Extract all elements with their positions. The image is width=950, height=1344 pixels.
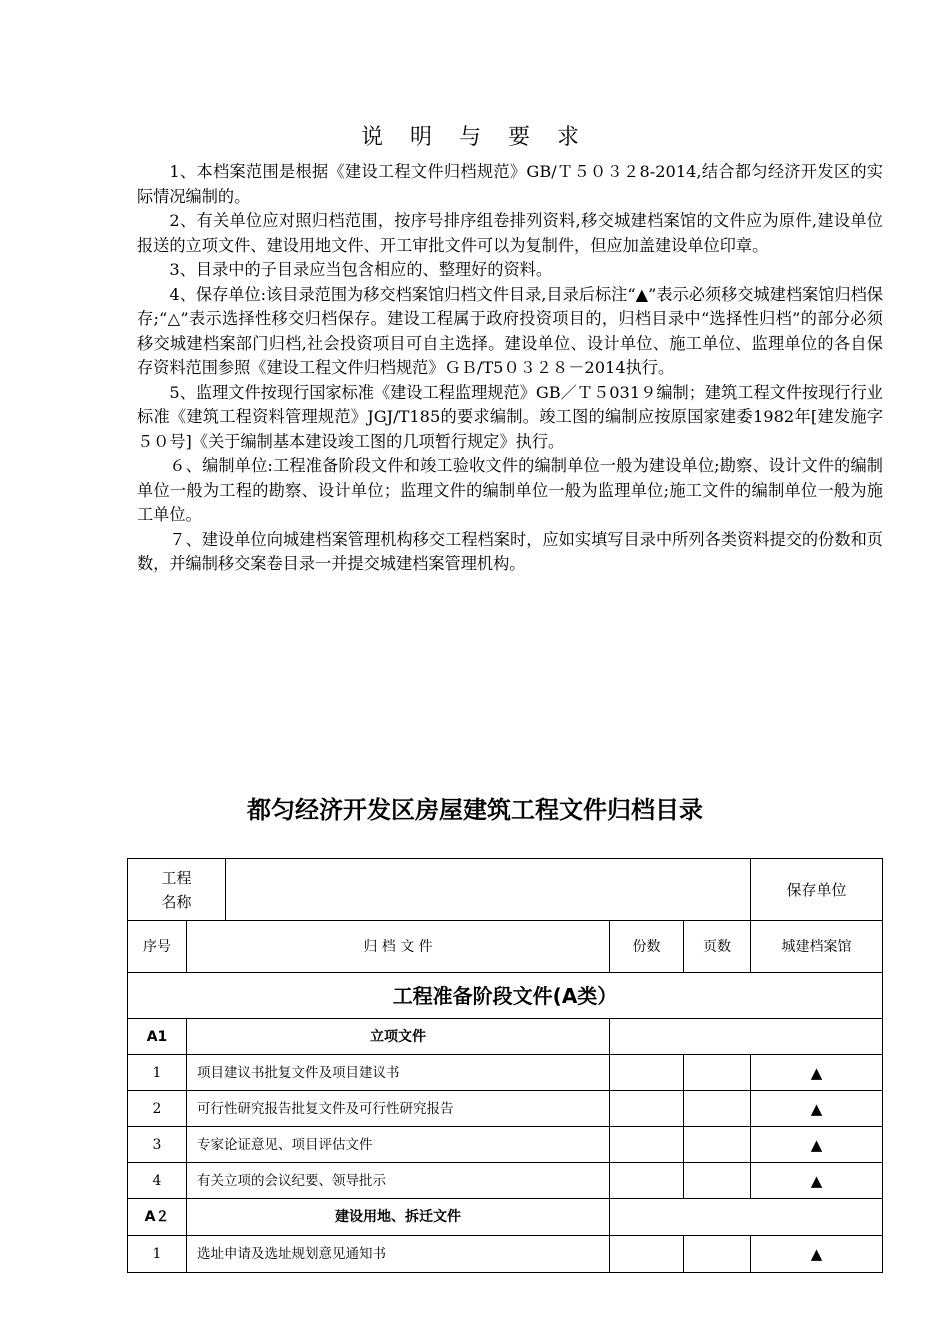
section-name: 立项文件 — [186, 1019, 609, 1054]
row-copies — [609, 1055, 683, 1090]
project-name-row — [127, 858, 883, 921]
required-mark: ▲ — [750, 1163, 882, 1198]
section-code: A1 — [146, 1028, 168, 1045]
row-no: 2 — [152, 1100, 162, 1117]
instructions-heading: 说 明 与 要 求 — [361, 125, 589, 150]
instructions-body — [137, 160, 883, 577]
row-copies — [609, 1091, 683, 1126]
col-no-header: 序号 — [143, 938, 171, 955]
required-mark: ▲ — [750, 1091, 882, 1126]
required-mark: ▲ — [750, 1127, 882, 1162]
col-archive-header: 城建档案馆 — [750, 921, 882, 972]
row-copies — [609, 1163, 683, 1198]
note-2: 2、有关单位应对照归档范围，按序号排序组卷排列资料,移交城建档案馆的文件应为原件,建设单位报送的立项文件、建设用地文件、开工审批文件可以为复制件，但应加盖建设单位印章。 — [137, 211, 883, 255]
note-1: 1、本档案范围是根据《建设工程文件归档规范》GB/Ｔ５０３２8-2014,结合都匀经济开发区的实际情况编制的。 — [137, 162, 883, 206]
section-code: A２ — [144, 1209, 170, 1225]
row-file: 项目建议书批复文件及项目建议书 — [186, 1055, 609, 1090]
row-pages — [683, 1127, 750, 1162]
note-6: ６、编制单位:工程准备阶段文件和竣工验收文件的编制单位一般为建设单位;勘察、设计文件的编制单位一般为工程的勘察、设计单位；监理文件的编制单位一般为监理单位;施工文件的编制单位一般为施工单位。 — [137, 456, 883, 524]
section-blank — [609, 1199, 882, 1235]
row-pages — [683, 1091, 750, 1126]
section-blank — [609, 1019, 882, 1054]
note-7: ７、建设单位向城建档案管理机构移交工程档案时，应如实填写目录中所列各类资料提交的份数和页数，并编制移交案卷目录一并提交城建档案管理机构。 — [137, 529, 883, 573]
table-row — [127, 1126, 883, 1163]
row-file: 可行性研究报告批复文件及可行性研究报告 — [186, 1091, 609, 1126]
catalog-title: 都匀经济开发区房屋建筑工程文件归档目录 — [247, 796, 703, 824]
required-mark: ▲ — [750, 1055, 882, 1090]
section-name: 建设用地、拆迁文件 — [186, 1199, 609, 1235]
col-file-header: 归 档 文 件 — [186, 921, 609, 972]
table-row — [127, 1235, 883, 1273]
project-name-value — [225, 859, 750, 920]
col-pages-header: 页数 — [683, 921, 750, 972]
row-pages — [683, 1236, 750, 1272]
row-pages — [683, 1163, 750, 1198]
project-name-label: 工程 名称 — [161, 868, 192, 911]
required-mark: ▲ — [750, 1236, 882, 1272]
row-no: 1 — [152, 1246, 162, 1262]
stage-row — [127, 972, 883, 1019]
row-no: 4 — [152, 1172, 162, 1189]
section-row — [127, 1018, 883, 1055]
row-file: 有关立项的会议纪要、领导批示 — [186, 1163, 609, 1198]
row-file: 选址申请及选址规划意见通知书 — [186, 1236, 609, 1272]
table-row — [127, 1054, 883, 1091]
row-no: 1 — [152, 1064, 162, 1081]
table-header-row — [127, 920, 883, 973]
section-row — [127, 1198, 883, 1236]
table-row — [127, 1090, 883, 1127]
col-copies-header: 份数 — [609, 921, 683, 972]
row-no: 3 — [152, 1136, 162, 1153]
stage-title: 工程准备阶段文件(A类） — [392, 983, 618, 1008]
note-4: 4、保存单位:该目录范围为移交档案馆归档文件目录,目录后标注“▲”表示必须移交城建档案馆归档保存;“△”表示选择性移交归档保存。建设工程属于政府投资项目的，归档目录中“选择性归档”的部分必须移交城建档案部门归档,社会投资项目可自主选择。建设单位、设计单位、施工单位、监理单位的各自保存资料范围参照《建设工程文件归档规范》ＧＢ/T5０３２８－2014执行。 — [137, 284, 883, 377]
row-copies — [609, 1127, 683, 1162]
row-pages — [683, 1055, 750, 1090]
note-3: 3、目录中的子目录应当包含相应的、整理好的资料。 — [169, 260, 553, 279]
keeper-label: 保存单位 — [750, 859, 882, 920]
note-5: 5、监理文件按现行国家标准《建设工程监理规范》GB／Ｔ５031９编制；建筑工程文件按现行行业标准《建筑工程资料管理规范》JGJ/T185的要求编制。竣工图的编制应按原国家建委1982年[建发施字５０号]《关于编制基本建设竣工图的几项暂行规定》执行。 — [137, 382, 883, 451]
row-file: 专家论证意见、项目评估文件 — [186, 1127, 609, 1162]
table-row — [127, 1162, 883, 1199]
row-copies — [609, 1236, 683, 1272]
